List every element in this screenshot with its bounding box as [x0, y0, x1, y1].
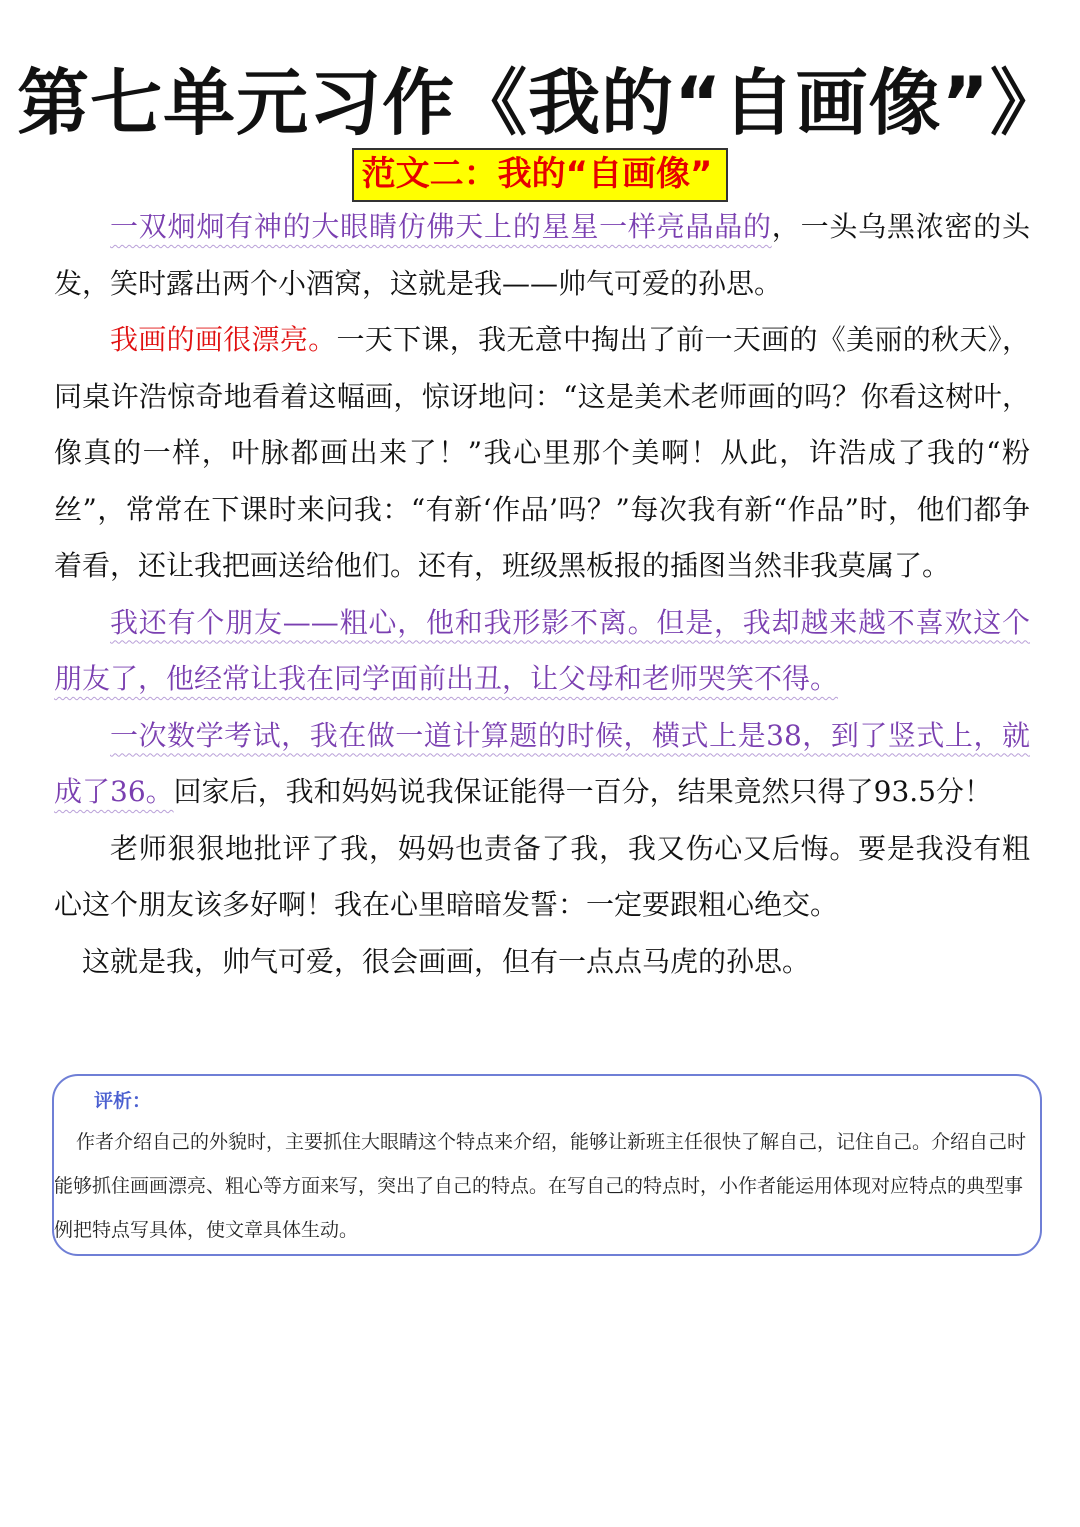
paragraph-4-text: 回家后，我和妈妈说我保证能得一百分，结果竟然只得了93.5分！ [173, 775, 992, 808]
paragraph-2 [54, 312, 1030, 595]
paragraph-6: 这就是我，帅气可爱，很会画画，但有一点点马虎的孙思。 [82, 944, 811, 978]
paragraph-1-text: ，一头乌黑浓密的头发，笑时露出两个小酒窝，这就是我——帅气可爱的孙思。 [54, 210, 1030, 300]
paragraph-4-highlight: 一次数学考试，我在做一道计算题的时候，横式上是38，到了竖式上，就成了36。 [54, 718, 1030, 808]
essay-body [54, 199, 1030, 990]
paragraph-5: 老师狠狠地批评了我，妈妈也责备了我，我又伤心又后悔。要是我没有粗心这个朋友该多好啊！我在心里暗暗发誓：一定要跟粗心绝交。 [54, 831, 1030, 921]
comment-label: 评析： [94, 1090, 152, 1112]
paragraph-2-highlight: 我画的画很漂亮。 [110, 323, 337, 356]
paragraph-1 [54, 199, 1030, 312]
comment-text: 作者介绍自己的外貌时，主要抓住大眼睛这个特点来介绍，能够让新班主任很快了解自己，记住自己。介绍自己时能够抓住画画漂亮、粗心等方面来写，突出了自己的特点。在写自己的特点时，小作者能运用体现对应特点的典型事例把特点写具体，使文章具体生动。 [54, 1131, 1027, 1241]
comment-box [52, 1074, 1042, 1256]
paragraph-4 [54, 708, 1030, 821]
page-title: 第七单元习作《我的“自画像”》 [17, 61, 1063, 145]
paragraph-2-text: 一天下课，我无意中掏出了前一天画的《美丽的秋天》，同桌许浩惊奇地看着这幅画，惊讶地问：“这是美术老师画的吗？你看这树叶，像真的一样，叶脉都画出来了！”我心里那个美啊！从此，许浩成了我的“粉丝”，常常在下课时来问我：“有新‘作品’吗？”每次我有新“作品”时，他们都争着看，还让我把画送给他们。还有，班级黑板报的插图当然非我莫属了。 [54, 323, 1030, 582]
paragraph-3 [54, 595, 1030, 708]
subtitle-container [0, 148, 1080, 202]
essay-subtitle: 范文二：我的“自画像” [352, 148, 729, 202]
paragraph-1-highlight: 一双炯炯有神的大眼睛仿佛天上的星星一样亮晶晶的 [110, 210, 772, 243]
paragraph-3-highlight: 我还有个朋友——粗心，他和我形影不离。但是，我却越来越不喜欢这个朋友了，他经常让我在同学面前出丑，让父母和老师哭笑不得。 [54, 605, 1030, 695]
